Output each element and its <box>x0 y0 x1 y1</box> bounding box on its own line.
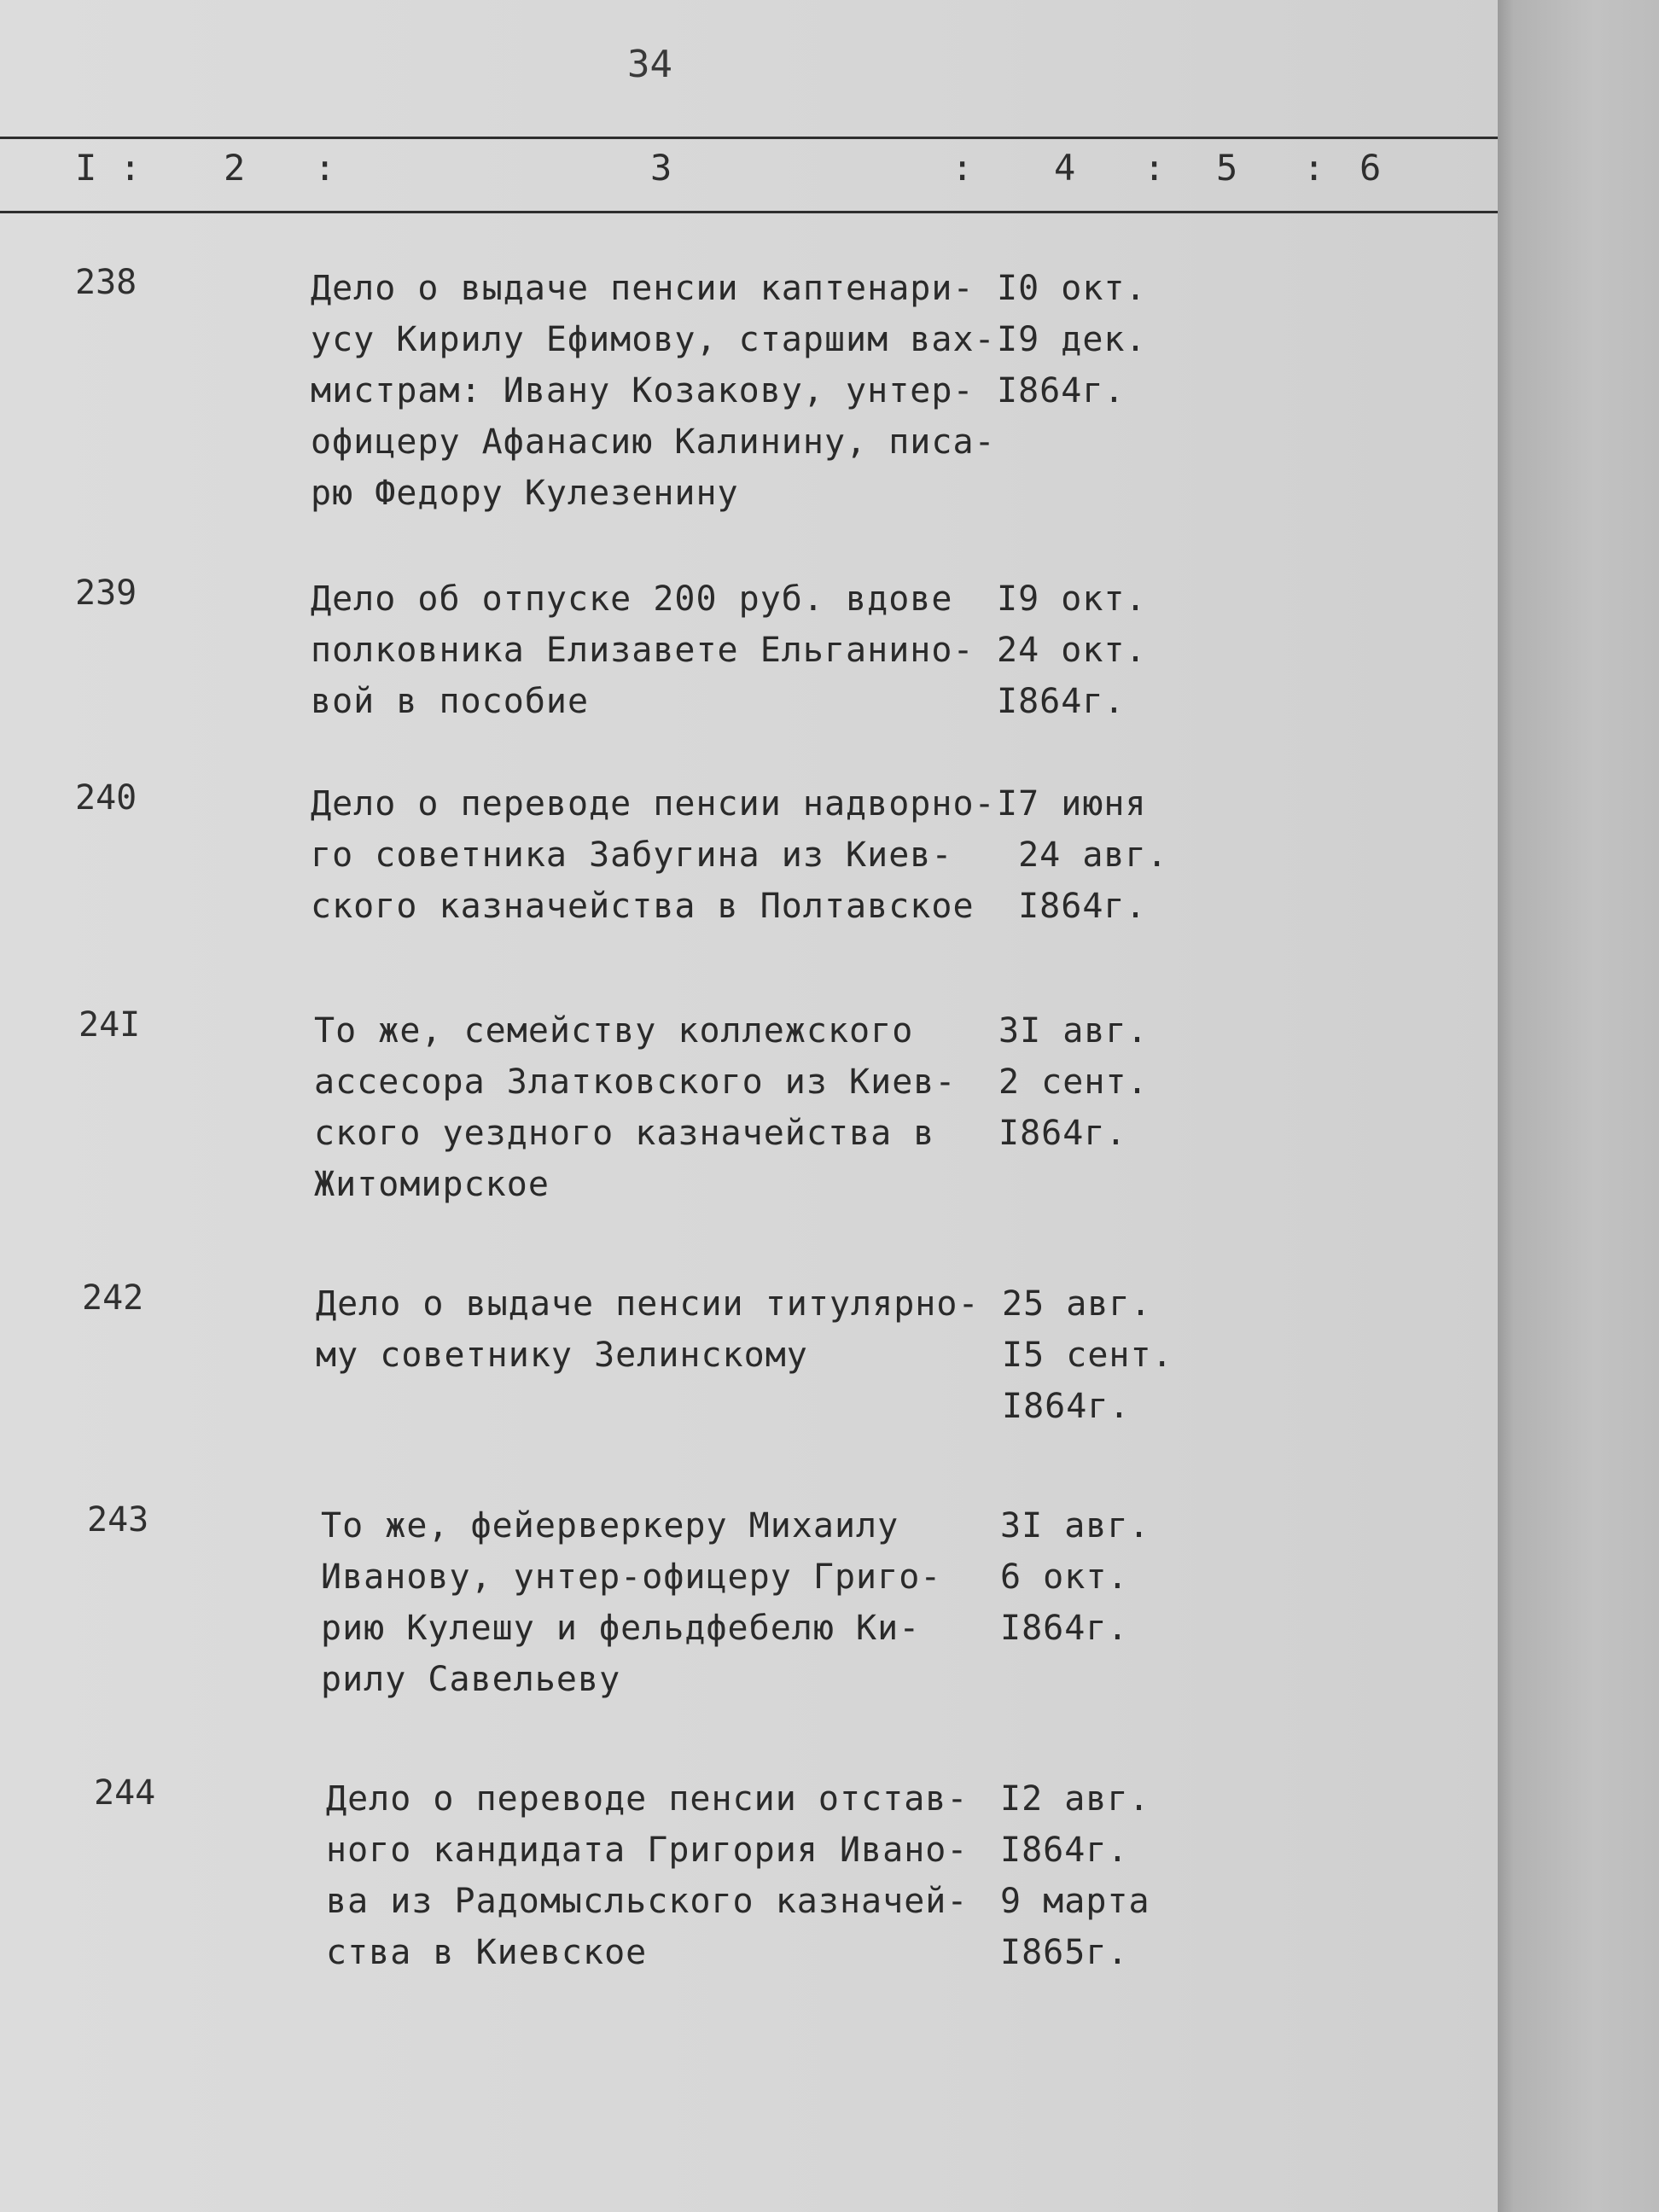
date-line: 3I авг. <box>1000 1506 1150 1545</box>
header-top-rule <box>0 137 1498 139</box>
description-line: рию Кулешу и фельдфебелю Ки- <box>321 1609 921 1648</box>
description-line: го советника Забугина из Киев- <box>311 835 953 875</box>
description-line: ассесора Златковского из Киев- <box>314 1062 957 1102</box>
column-header-row <box>0 147 1498 207</box>
date-line: I864г. <box>997 371 1126 410</box>
description-line: То же, фейерверкеру Михаилу <box>321 1506 899 1545</box>
description-line: усу Кирилу Ефимову, старшим вах- <box>311 320 996 359</box>
column-header-3: 3 <box>650 147 672 189</box>
entry-number: 243 <box>87 1500 149 1540</box>
entry-description <box>314 1005 956 1210</box>
entry-dates <box>997 573 1147 727</box>
description-line: рю Федору Кулезенину <box>311 474 739 513</box>
entry-dates <box>997 263 1147 416</box>
entry-number: 240 <box>75 778 137 818</box>
column-separator: : <box>952 147 974 189</box>
entry-description <box>311 573 975 727</box>
description-line: му советнику Зелинскому <box>316 1336 808 1375</box>
date-line: 6 окт. <box>1000 1557 1129 1597</box>
date-line: I864г. <box>998 1114 1127 1153</box>
description-line: Дело о переводе пенсии надворно- <box>311 784 996 824</box>
description-line: ского казначейства в Полтавское <box>311 887 975 926</box>
date-line: 24 окт. <box>997 631 1147 670</box>
date-line: I864г. <box>1000 1609 1129 1648</box>
entry-number: 238 <box>75 263 137 302</box>
description-line: вой в пособие <box>311 682 590 721</box>
description-line: полковника Елизавете Ельганино- <box>311 631 975 670</box>
entry-dates <box>1000 1500 1150 1654</box>
date-line: I864г. <box>997 682 1126 721</box>
description-line: ского уездного казначейства в <box>314 1114 935 1153</box>
description-line: Иванову, унтер-офицеру Григо- <box>321 1557 942 1597</box>
date-line: 24 авг. <box>997 835 1168 875</box>
entry-dates <box>1000 1773 1150 1978</box>
page-edge-background <box>1498 0 1659 2212</box>
column-header-6: 6 <box>1359 147 1382 189</box>
column-separator: : <box>119 147 142 189</box>
date-line: I9 дек. <box>997 320 1147 359</box>
entry-dates <box>997 778 1168 932</box>
date-line: I864г. <box>997 887 1147 926</box>
page-number: 34 <box>627 43 672 86</box>
column-separator: : <box>314 147 336 189</box>
description-line: ва из Радомысльского казначей- <box>326 1882 969 1921</box>
entry-description <box>321 1500 941 1705</box>
description-line: мистрам: Ивану Козакову, унтер- <box>311 371 975 410</box>
entry-description <box>311 263 996 519</box>
entry-number: 244 <box>94 1773 156 1813</box>
date-line: I865г. <box>1000 1933 1129 1972</box>
date-line: I0 окт. <box>997 269 1147 308</box>
date-line: 25 авг. <box>1002 1284 1152 1324</box>
column-header-4: 4 <box>1054 147 1076 189</box>
column-header-5: 5 <box>1216 147 1238 189</box>
date-line: I5 сент. <box>1002 1336 1173 1375</box>
date-line: I864г. <box>1002 1387 1131 1426</box>
date-line: I9 окт. <box>997 579 1147 619</box>
column-separator: : <box>1303 147 1325 189</box>
description-line: ного кандидата Григория Ивано- <box>326 1831 969 1870</box>
description-line: Дело о переводе пенсии отстав- <box>326 1779 969 1819</box>
description-line: рилу Савельеву <box>321 1660 621 1699</box>
description-line: То же, семейству коллежского <box>314 1011 914 1051</box>
entry-number: 239 <box>75 573 137 613</box>
entry-description <box>316 1278 980 1381</box>
entry-description <box>311 778 996 932</box>
entry-number: 242 <box>82 1278 144 1318</box>
date-line: I864г. <box>1000 1831 1129 1870</box>
description-line: Дело о выдаче пенсии титулярно- <box>316 1284 980 1324</box>
description-line: Дело об отпуске 200 руб. вдове <box>311 579 953 619</box>
description-line: Дело о выдаче пенсии каптенари- <box>311 269 975 308</box>
entry-description <box>326 1773 968 1978</box>
description-line: Житомирское <box>314 1165 550 1204</box>
description-line: офицеру Афанасию Калинину, писа- <box>311 422 996 462</box>
column-separator: : <box>1144 147 1166 189</box>
date-line: I2 авг. <box>1000 1779 1150 1819</box>
description-line: ства в Киевское <box>326 1933 648 1972</box>
column-header-1: I <box>75 147 97 189</box>
entry-dates <box>1002 1278 1173 1432</box>
date-line: 3I авг. <box>998 1011 1149 1051</box>
date-line: 2 сент. <box>998 1062 1149 1102</box>
column-header-2: 2 <box>224 147 246 189</box>
entry-dates <box>998 1005 1149 1159</box>
header-bottom-rule <box>0 211 1498 213</box>
entry-number: 24I <box>79 1005 141 1045</box>
date-line: I7 июня <box>997 784 1147 824</box>
date-line: 9 марта <box>1000 1882 1150 1921</box>
